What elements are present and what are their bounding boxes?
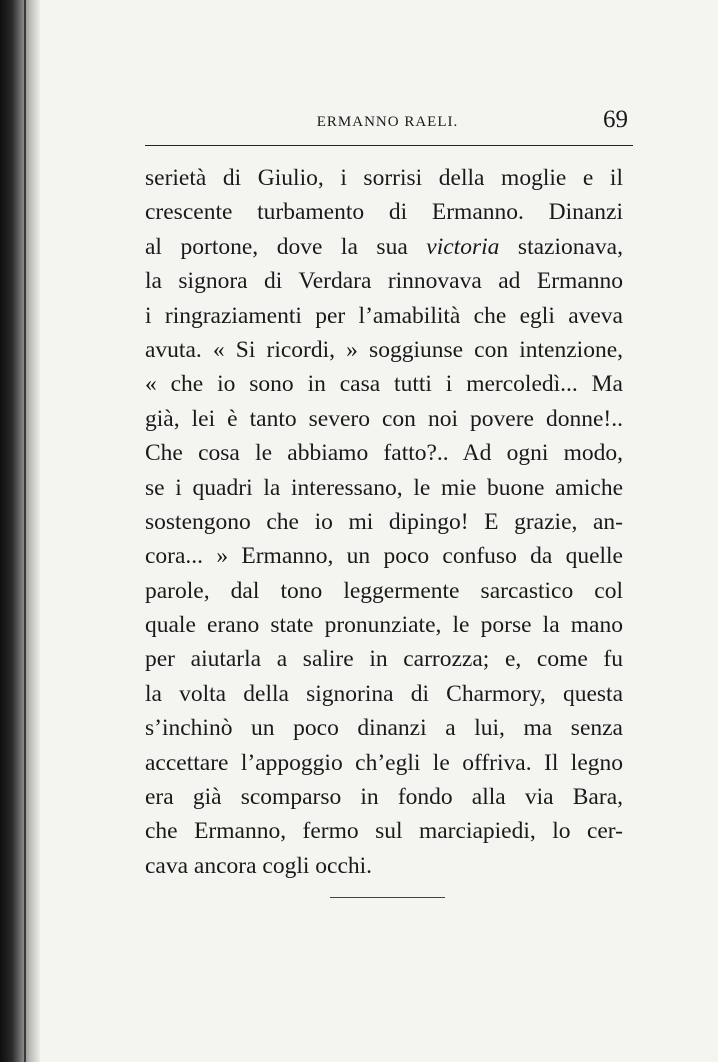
text-line: per aiutarla a salire in carrozza; e, come fu bbox=[145, 646, 623, 673]
text-line: cora... » Ermanno, un poco confuso da quelle bbox=[145, 543, 623, 570]
text-segment: al portone, dove la sua bbox=[145, 233, 427, 260]
text-line: i ringraziamenti per l’amabilità che egli aveva bbox=[145, 302, 623, 329]
running-title: ERMANNO RAELI. bbox=[316, 114, 459, 130]
text-line: Che cosa le abbiamo fatto?.. Ad ogni modo, bbox=[145, 440, 623, 467]
text-line: la signora di Verdara rinnovava ad Ermanno bbox=[145, 268, 623, 295]
header-rule bbox=[145, 145, 633, 146]
text-line: crescente turbamento di Ermanno. Dinanzi bbox=[145, 199, 623, 226]
binding-line bbox=[24, 0, 26, 1062]
text-line: che Ermanno, fermo sul marciapiedi, lo cer- bbox=[145, 818, 623, 845]
italic-word: victoria bbox=[426, 233, 500, 260]
text-line: serietà di Giulio, i sorrisi della moglie e il bbox=[145, 165, 623, 191]
text-line: accettare l’appoggio ch’egli le offriva. Il legno bbox=[145, 749, 623, 776]
body-text bbox=[145, 161, 623, 883]
text-line: avuta. « Si ricordi, » soggiunse con intenzione, bbox=[145, 336, 623, 363]
text-line: s’inchinò un poco dinanzi a lui, ma senza bbox=[145, 715, 623, 742]
text-line bbox=[145, 230, 623, 264]
text-line: « che io sono in casa tutti i mercoledì... Ma bbox=[145, 371, 623, 398]
text-line: era già scomparso in fondo alla via Bara, bbox=[145, 784, 623, 811]
text-line: la volta della signorina di Charmory, questa bbox=[145, 680, 623, 707]
page-number: 69 bbox=[603, 106, 628, 133]
text-line-last: cava ancora cogli occhi. bbox=[145, 852, 373, 879]
page-binding-edge bbox=[0, 0, 40, 1062]
text-line: se i quadri la interessano, le mie buone amiche bbox=[145, 474, 623, 501]
text-line: parole, dal tono leggermente sarcastico col bbox=[145, 577, 623, 604]
text-line: quale erano state pronunziate, le porse la mano bbox=[145, 612, 623, 639]
text-line: sostengono che io mi dipingo! E grazie, an- bbox=[145, 508, 623, 535]
page-header bbox=[145, 106, 630, 136]
text-line: già, lei è tanto severo con noi povere donne!.. bbox=[145, 405, 623, 432]
text-segment: stazionava, bbox=[499, 233, 623, 260]
end-ornament-rule bbox=[330, 897, 445, 898]
